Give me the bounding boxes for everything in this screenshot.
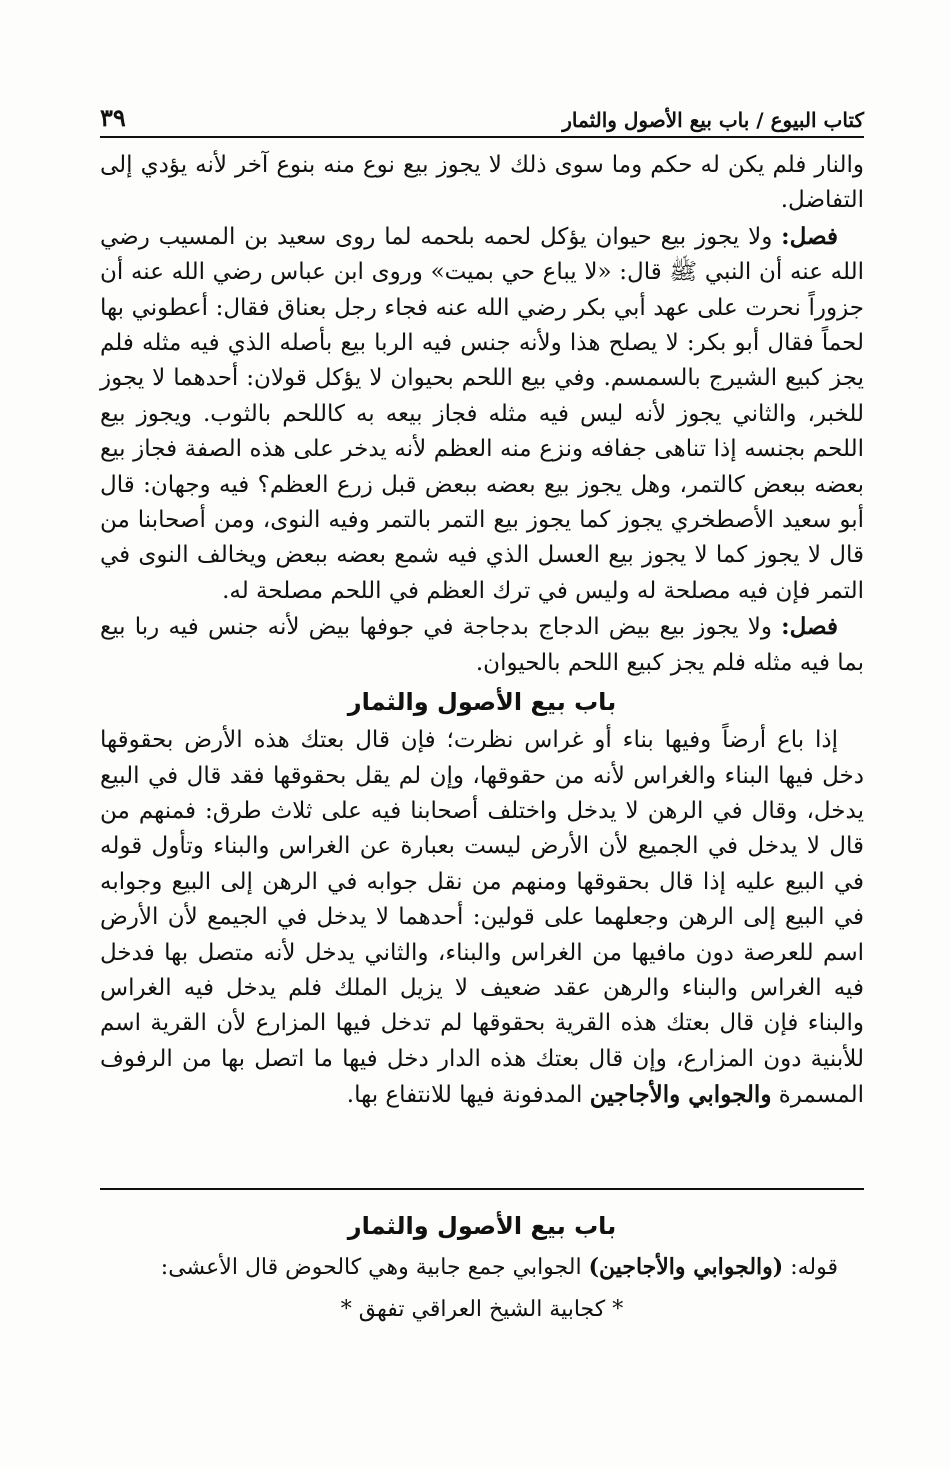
paragraph-text-end: المدفونة فيها للانتفاع بها. bbox=[346, 1082, 590, 1109]
poetry-verse: * كجابية الشيخ العراقي تفهق * bbox=[340, 1297, 624, 1322]
paragraph-fasl-eggs bbox=[100, 609, 864, 681]
fasl-label: فصل: bbox=[781, 222, 838, 250]
paragraph-continuation: والنار فلم يكن له حكم وما سوى ذلك لا يجوز بيع نوع منه بنوع آخر لأنه يؤدي إلى التفاضل. bbox=[100, 152, 864, 214]
running-head: كتاب البيوع / باب بيع الأصول والثمار bbox=[562, 108, 864, 132]
commentary-title: باب بيع الأصول والثمار bbox=[347, 1212, 617, 1240]
paragraph-fasl-meat bbox=[100, 219, 864, 609]
paragraph-land-sale bbox=[100, 723, 864, 1113]
paragraph-text: إذا باع أرضاً وفيها بناء أو غراس نظرت؛ فإن قال بعتك هذه الأرض بحقوقها دخل فيها البناء والغراس لأنه من حقوقها، وإن لم يقل بحقوقها فقد قال في البيع يدخل، وقال في الرهن لا يدخل واختلف أصحابنا فيه على ثلاث طرق: فمنهم من قال لا يدخل في الجميع لأن الأرض ليست بعبارة عن الغراس والبناء وتأول قوله في البيع عليه إذا قال بحقوقها ومنهم من نقل جوابه في الرهن إلى البيع وجوابه في البيع إلى الرهن وجعلهما على قولين: أحدهما لا يدخل في الجيمع لأن الأرض اسم للعرصة دون مافيها من الغراس والبناء، والثاني يدخل لأنه متصل بها فدخل فيه الغراس والبناء والرهن عقد ضعيف لا يزيل الملك فلم يدخل فيه الغراس والبناء فإن قال بعتك هذه القرية بحقوقها لم تدخل فيها المزارع لأن القرية اسم للأبنية دون المزارع، وإن قال بعتك هذه الدار دخل فيها ما اتصل بها من الرفوف المسمرة bbox=[100, 727, 864, 1109]
note-prefix: قوله: bbox=[783, 1255, 838, 1280]
commentary-section bbox=[100, 1206, 864, 1331]
bold-term: والجوابي والأجاجين bbox=[589, 1081, 772, 1109]
fasl-label: فصل: bbox=[781, 613, 838, 641]
note-text: الجوابي جمع جابية وهي كالحوض قال الأعشى: bbox=[160, 1255, 589, 1280]
note-term: (والجوابي والأجاجين) bbox=[588, 1254, 784, 1280]
chapter-title: باب بيع الأصول والثمار bbox=[347, 688, 617, 717]
page-number: ٣٩ bbox=[100, 103, 126, 132]
main-text bbox=[100, 148, 864, 1114]
page-header bbox=[100, 92, 864, 138]
paragraph-text: ولا يجوز بيع بيض الدجاج بدجاجة في جوفها بيض لأنه جنس فيه ربا بيع بما فيه مثله فلم يجز كبيع اللحم بالحيوان. bbox=[100, 614, 864, 676]
paragraph-text: ولا يجوز بيع حيوان يؤكل لحمه بلحمه لما روى سعيد بن المسيب رضي الله عنه أن النبي ﷺ قال: «لا يباع حي بميت» وروى ابن عباس رضي الله عنه أن جزوراً نحرت على عهد أبي بكر رضي الله عنه فجاء رجل بعناق فقال: أعطوني بها لحماً فقال أبو بكر: لا يصلح هذا ولأنه جنس فيه الربا بيع بأصله الذي فيه مثله فلم يجز كبيع الشيرج بالسمسم. وفي بيع اللحم بحيوان لا يؤكل قولان: أحدهما لا يجوز للخبر، والثاني يجوز لأنه ليس فيه مثله فجاز بيعه به كاللحم بالثوب. ويجوز بيع اللحم بجنسه إذا تناهى جفافه ونزع منه العظم لأنه يدخر على هذه الصفة فجاز بيع بعضه ببعض كالتمر، وهل يجوز بيع بعضه ببعض قبل زرع العظم؟ فيه وجهان: قال أبو سعيد الأصطخري يجوز كما يجوز بيع التمر بالتمر وفيه النوى، ومن أصحابنا من قال لا يجوز كما لا يجوز بيع العسل الذي فيه شمع بعضه ببعض ويخالف النوى في التمر فإن فيه مصلحة له وليس في ترك العظم في اللحم مصلحة له. bbox=[100, 223, 864, 604]
commentary-note bbox=[100, 1246, 864, 1289]
footnote-separator bbox=[100, 1188, 864, 1190]
